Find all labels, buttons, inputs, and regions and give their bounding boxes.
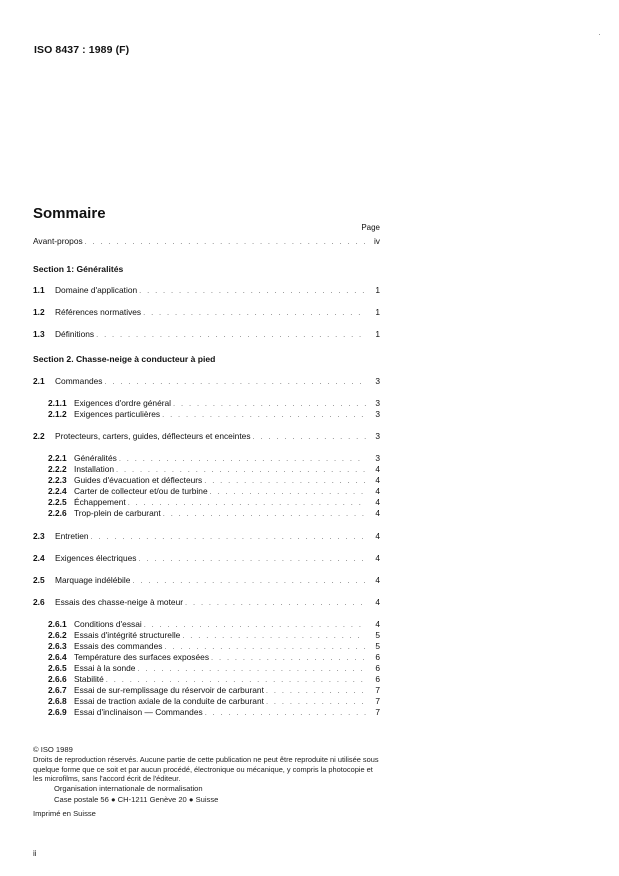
leader-dots <box>204 475 366 486</box>
leader-dots <box>185 597 366 608</box>
toc-entry-number: 2.2.6 <box>48 508 67 518</box>
document-id: ISO 8437 : 1989 (F) <box>34 44 130 56</box>
leader-dots <box>143 307 366 318</box>
toc-subentry[interactable] <box>48 619 380 630</box>
toc-entry-page: 1 <box>375 307 380 317</box>
toc-entry-label: Température des surfaces exposées <box>74 652 210 662</box>
leader-dots <box>266 696 366 707</box>
toc-entry-label: Installation <box>74 464 115 474</box>
toc-entry-page: 6 <box>375 674 380 684</box>
toc-entry-page: 6 <box>375 652 380 662</box>
scan-speck <box>599 34 600 35</box>
toc-entry-label: Exigences électriques <box>55 553 137 563</box>
leader-dots <box>182 630 366 641</box>
page-column-label: Page <box>361 223 380 232</box>
leader-dots <box>128 497 366 508</box>
toc-entry-number: 2.6.6 <box>48 674 67 684</box>
toc-entry-label: Essais des chasse-neige à moteur <box>55 597 184 607</box>
toc-entry-page: 4 <box>375 508 380 518</box>
toc-entry-number: 2.2.4 <box>48 486 67 496</box>
toc-entry-label: Domaine d'application <box>55 285 138 295</box>
toc-subentry[interactable] <box>48 707 380 718</box>
toc-subentry[interactable] <box>48 508 380 519</box>
toc-entry-number: 1.3 <box>33 329 45 339</box>
toc-entry[interactable] <box>33 553 380 564</box>
toc-entry-label: Marquage indélébile <box>55 575 131 585</box>
reproduction-rights: Droits de reproduction réservés. Aucune partie de cette publication ne peut être reproduite ni utilisée sous quelque forme que ce soit et par aucun procédé, électronique ou mécanique, y compris la photocopie et les microfilms, sans l'accord écrit de l'éditeur. <box>33 755 379 784</box>
leader-dots <box>144 619 366 630</box>
toc-subentry[interactable] <box>48 685 380 696</box>
toc-entry-label: Entretien <box>55 531 89 541</box>
toc-entry-page: 4 <box>375 475 380 485</box>
toc-entry[interactable] <box>33 307 380 318</box>
toc-entry-label: Essais des commandes <box>74 641 163 651</box>
leader-dots <box>85 236 366 247</box>
leader-dots <box>162 409 366 420</box>
toc-subentry[interactable] <box>48 696 380 707</box>
toc-entry-label: Exigences d'ordre général <box>74 398 172 408</box>
toc-entry-label: Essai d'inclinaison — Commandes <box>74 707 203 717</box>
section-1-title: Section 1: Généralités <box>33 264 124 274</box>
leader-dots <box>173 398 366 409</box>
toc-entry-page: 4 <box>375 497 380 507</box>
leader-dots <box>205 707 366 718</box>
toc-entry-label: Trop-plein de carburant <box>74 508 161 518</box>
toc-entry-page: 5 <box>375 641 380 651</box>
toc-entry-number: 2.6.4 <box>48 652 67 662</box>
toc-subentry[interactable] <box>48 398 380 409</box>
toc-entry-number: 2.4 <box>33 553 45 563</box>
toc-entry-label: Généralités <box>74 453 117 463</box>
leader-dots <box>106 674 366 685</box>
toc-entry-label: Guides d'évacuation et déflecteurs <box>74 475 203 485</box>
leader-dots <box>164 641 366 652</box>
toc-entry-number: 2.6.2 <box>48 630 67 640</box>
toc-entry-number: 2.6.1 <box>48 619 67 629</box>
toc-entry-page: 3 <box>375 376 380 386</box>
toc-entry-page: 3 <box>375 431 380 441</box>
toc-subentry[interactable] <box>48 409 380 420</box>
toc-entry[interactable] <box>33 575 380 586</box>
page-number: ii <box>33 849 37 858</box>
toc-entry-number: 1.1 <box>33 285 45 295</box>
toc-entry-label: Définitions <box>55 329 95 339</box>
toc-entry-page: 6 <box>375 663 380 673</box>
toc-entry[interactable] <box>33 376 380 387</box>
leader-dots <box>163 508 366 519</box>
toc-entry-page: 4 <box>375 597 380 607</box>
toc-entry-number: 2.1.2 <box>48 409 67 419</box>
toc-entry-number: 2.5 <box>33 575 45 585</box>
toc-entry-page: 5 <box>375 630 380 640</box>
toc-entry-number: 2.6.3 <box>48 641 67 651</box>
toc-title: Sommaire <box>33 205 106 222</box>
toc-entry-label: Carter de collecteur et/ou de turbine <box>74 486 208 496</box>
leader-dots <box>266 685 366 696</box>
printed-in: Imprimé en Suisse <box>33 809 96 818</box>
toc-entry-number: 2.6.5 <box>48 663 67 673</box>
toc-entry-foreword[interactable] <box>33 236 380 247</box>
toc-entry-page: 4 <box>375 531 380 541</box>
leader-dots <box>253 431 366 442</box>
toc-entry[interactable] <box>33 531 380 542</box>
toc-subentry[interactable] <box>48 464 380 475</box>
leader-dots <box>138 553 366 564</box>
copyright-line: © ISO 1989 <box>33 745 73 754</box>
toc-entry-number: 2.1 <box>33 376 45 386</box>
toc-entry-number: 2.6 <box>33 597 45 607</box>
toc-entry-number: 2.2 <box>33 431 45 441</box>
leader-dots <box>137 663 366 674</box>
toc-entry-label: Échappement <box>74 497 126 507</box>
toc-entry-label: Essai à la sonde <box>74 663 136 673</box>
toc-entry-page: 1 <box>375 329 380 339</box>
toc-entry-label: Stabilité <box>74 674 104 684</box>
toc-subentry[interactable] <box>48 674 380 685</box>
toc-entry-number: 2.2.3 <box>48 475 67 485</box>
toc-entry-page: 3 <box>375 398 380 408</box>
toc-entry-page: 7 <box>375 707 380 717</box>
toc-entry-label: Essai de sur-remplissage du réservoir de carburant <box>74 685 264 695</box>
toc-entry-label: Exigences particulières <box>74 409 161 419</box>
toc-entry[interactable] <box>33 431 380 442</box>
toc-entry-number: 2.6.7 <box>48 685 67 695</box>
toc-entry-number: 2.2.5 <box>48 497 67 507</box>
organization-name: Organisation internationale de normalisation <box>54 784 203 793</box>
toc-entry-label: Références normatives <box>55 307 142 317</box>
toc-subentry[interactable] <box>48 486 380 497</box>
toc-entry-number: 2.1.1 <box>48 398 67 408</box>
toc-entry-page: 4 <box>375 464 380 474</box>
toc-entry-page: 4 <box>375 553 380 563</box>
leader-dots <box>91 531 366 542</box>
toc-subentry[interactable] <box>48 663 380 674</box>
toc-entry-number: 2.2.1 <box>48 453 67 463</box>
toc-subentry[interactable] <box>48 475 380 486</box>
toc-entry-number: 2.6.9 <box>48 707 67 717</box>
leader-dots <box>211 652 366 663</box>
leader-dots <box>139 285 366 296</box>
toc-subentry[interactable] <box>48 652 380 663</box>
toc-entry-number: 2.3 <box>33 531 45 541</box>
organization-address: Case postale 56 ● CH-1211 Genève 20 ● Suisse <box>54 795 219 804</box>
toc-entry-label: Protecteurs, carters, guides, déflecteurs et enceintes <box>55 431 251 441</box>
toc-entry-page: 3 <box>375 453 380 463</box>
toc-entry-label: Essais d'intégrité structurelle <box>74 630 181 640</box>
toc-entry[interactable] <box>33 285 380 296</box>
toc-subentry[interactable] <box>48 641 380 652</box>
toc-entry[interactable] <box>33 329 380 340</box>
toc-entry-page: 3 <box>375 409 380 419</box>
toc-entry-label: Avant-propos <box>33 236 83 246</box>
toc-entry-page: 4 <box>375 486 380 496</box>
toc-entry-page: 1 <box>375 285 380 295</box>
toc-entry-page: 7 <box>375 685 380 695</box>
section-2-title: Section 2. Chasse-neige à conducteur à pied <box>33 354 216 364</box>
leader-dots <box>96 329 366 340</box>
toc-subentry[interactable] <box>48 497 380 508</box>
toc-entry-page: 4 <box>375 575 380 585</box>
leader-dots <box>104 376 366 387</box>
toc-entry-number: 2.6.8 <box>48 696 67 706</box>
toc-entry[interactable] <box>33 597 380 608</box>
leader-dots <box>132 575 366 586</box>
leader-dots <box>119 453 366 464</box>
leader-dots <box>210 486 366 497</box>
toc-subentry[interactable] <box>48 630 380 641</box>
toc-subentry[interactable] <box>48 453 380 464</box>
toc-entry-label: Essai de traction axiale de la conduite de carburant <box>74 696 264 706</box>
toc-entry-page: iv <box>373 236 380 246</box>
leader-dots <box>116 464 366 475</box>
toc-entry-label: Commandes <box>55 376 103 386</box>
toc-entry-page: 4 <box>375 619 380 629</box>
toc-entry-number: 2.2.2 <box>48 464 67 474</box>
toc-entry-number: 1.2 <box>33 307 45 317</box>
toc-entry-label: Conditions d'essai <box>74 619 142 629</box>
toc-entry-page: 7 <box>375 696 380 706</box>
